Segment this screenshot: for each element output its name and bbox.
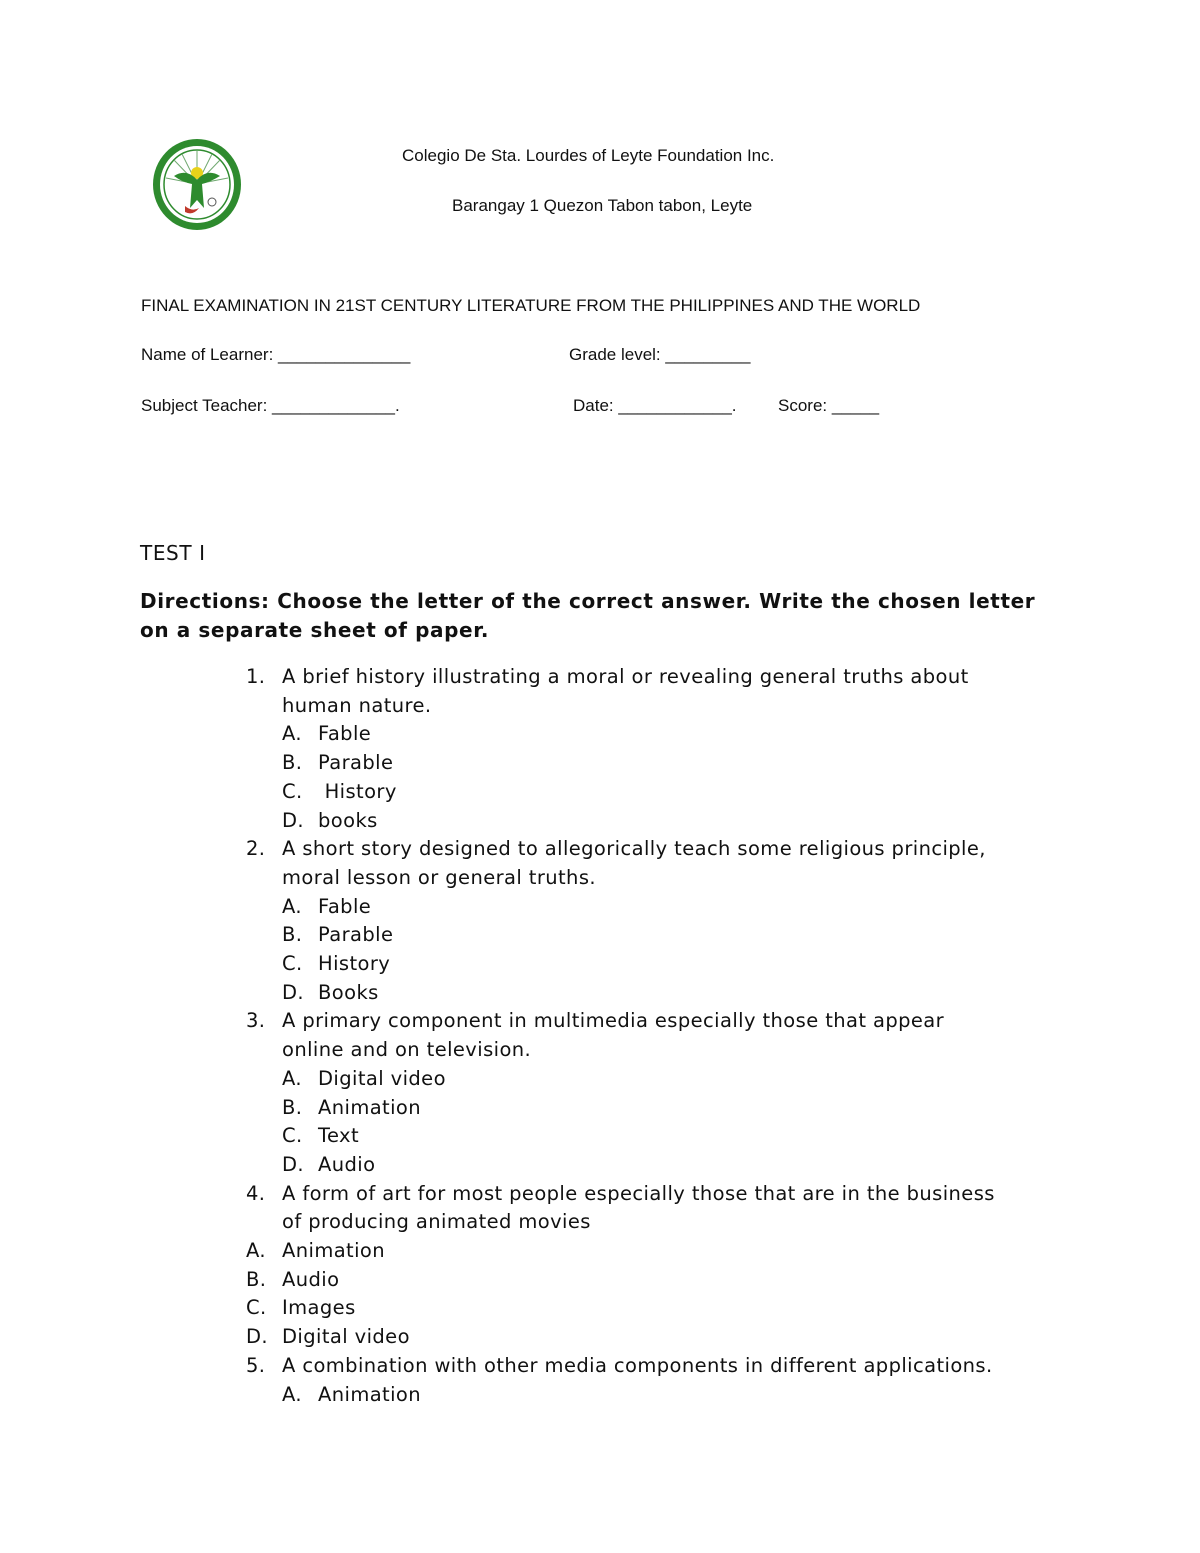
- question-2: [246, 835, 995, 1007]
- option: B. Parable: [282, 923, 394, 947]
- school-name: Colegio De Sta. Lourdes of Leyte Foundation Inc.: [402, 146, 775, 165]
- option: D. Digital video: [246, 1325, 410, 1349]
- question-1: [246, 663, 995, 835]
- option: A. Fable: [282, 894, 372, 918]
- option: B. Animation: [282, 1095, 422, 1119]
- question-list: [246, 663, 995, 1409]
- question-number: 2.: [246, 837, 266, 861]
- option: D. Books: [282, 980, 379, 1004]
- question-text: online and on television.: [282, 1038, 532, 1062]
- question-number: 1.: [246, 665, 266, 688]
- school-seal-logo: [152, 138, 242, 231]
- option: C. History: [282, 779, 397, 803]
- question-number: 3.: [246, 1009, 266, 1033]
- test-heading: TEST I: [140, 541, 206, 565]
- option: C. Images: [246, 1296, 356, 1320]
- question-text: A form of art for most people especially those that are in the business: [282, 1181, 995, 1205]
- question-number: 4.: [246, 1181, 266, 1205]
- date-field: Date: ____________.: [573, 396, 737, 415]
- question-text: of producing animated movies: [282, 1210, 591, 1234]
- option: A. Fable: [282, 722, 372, 746]
- question-3: [246, 1007, 995, 1179]
- directions-line-1: Directions: Choose the letter of the correct answer. Write the chosen letter: [140, 589, 1036, 613]
- question-text: A primary component in multimedia especially those that appear: [282, 1009, 945, 1033]
- exam-title: FINAL EXAMINATION IN 21ST CENTURY LITERATURE FROM THE PHILIPPINES AND THE WORLD: [141, 296, 921, 315]
- score-field: Score: _____: [778, 396, 880, 415]
- subject-teacher-field: Subject Teacher: _____________.: [141, 396, 400, 415]
- option: A. Animation: [282, 1382, 422, 1406]
- question-text: A short story designed to allegorically teach some religious principle,: [282, 837, 986, 861]
- option: C. History: [282, 952, 391, 976]
- option: D. books: [282, 808, 378, 832]
- learner-name-field: Name of Learner: ______________: [141, 345, 411, 364]
- question-text: moral lesson or general truths.: [282, 865, 596, 889]
- option: B. Parable: [282, 751, 394, 775]
- option: B. Audio: [246, 1267, 340, 1291]
- grade-level-field: Grade level: _________: [569, 345, 751, 364]
- directions-line-2: on a separate sheet of paper.: [140, 618, 490, 642]
- question-text: human nature.: [282, 693, 432, 717]
- question-5: [246, 1352, 995, 1409]
- question-text: A combination with other media components in different applications.: [282, 1353, 993, 1377]
- option: D. Audio: [282, 1152, 376, 1176]
- option: A. Animation: [246, 1239, 386, 1263]
- school-address: Barangay 1 Quezon Tabon tabon, Leyte: [452, 196, 753, 215]
- question-text: A brief history illustrating a moral or revealing general truths about: [282, 665, 969, 688]
- question-4: [246, 1180, 995, 1352]
- option: C. Text: [282, 1124, 360, 1148]
- question-number: 5.: [246, 1353, 266, 1377]
- option: A. Digital video: [282, 1066, 446, 1090]
